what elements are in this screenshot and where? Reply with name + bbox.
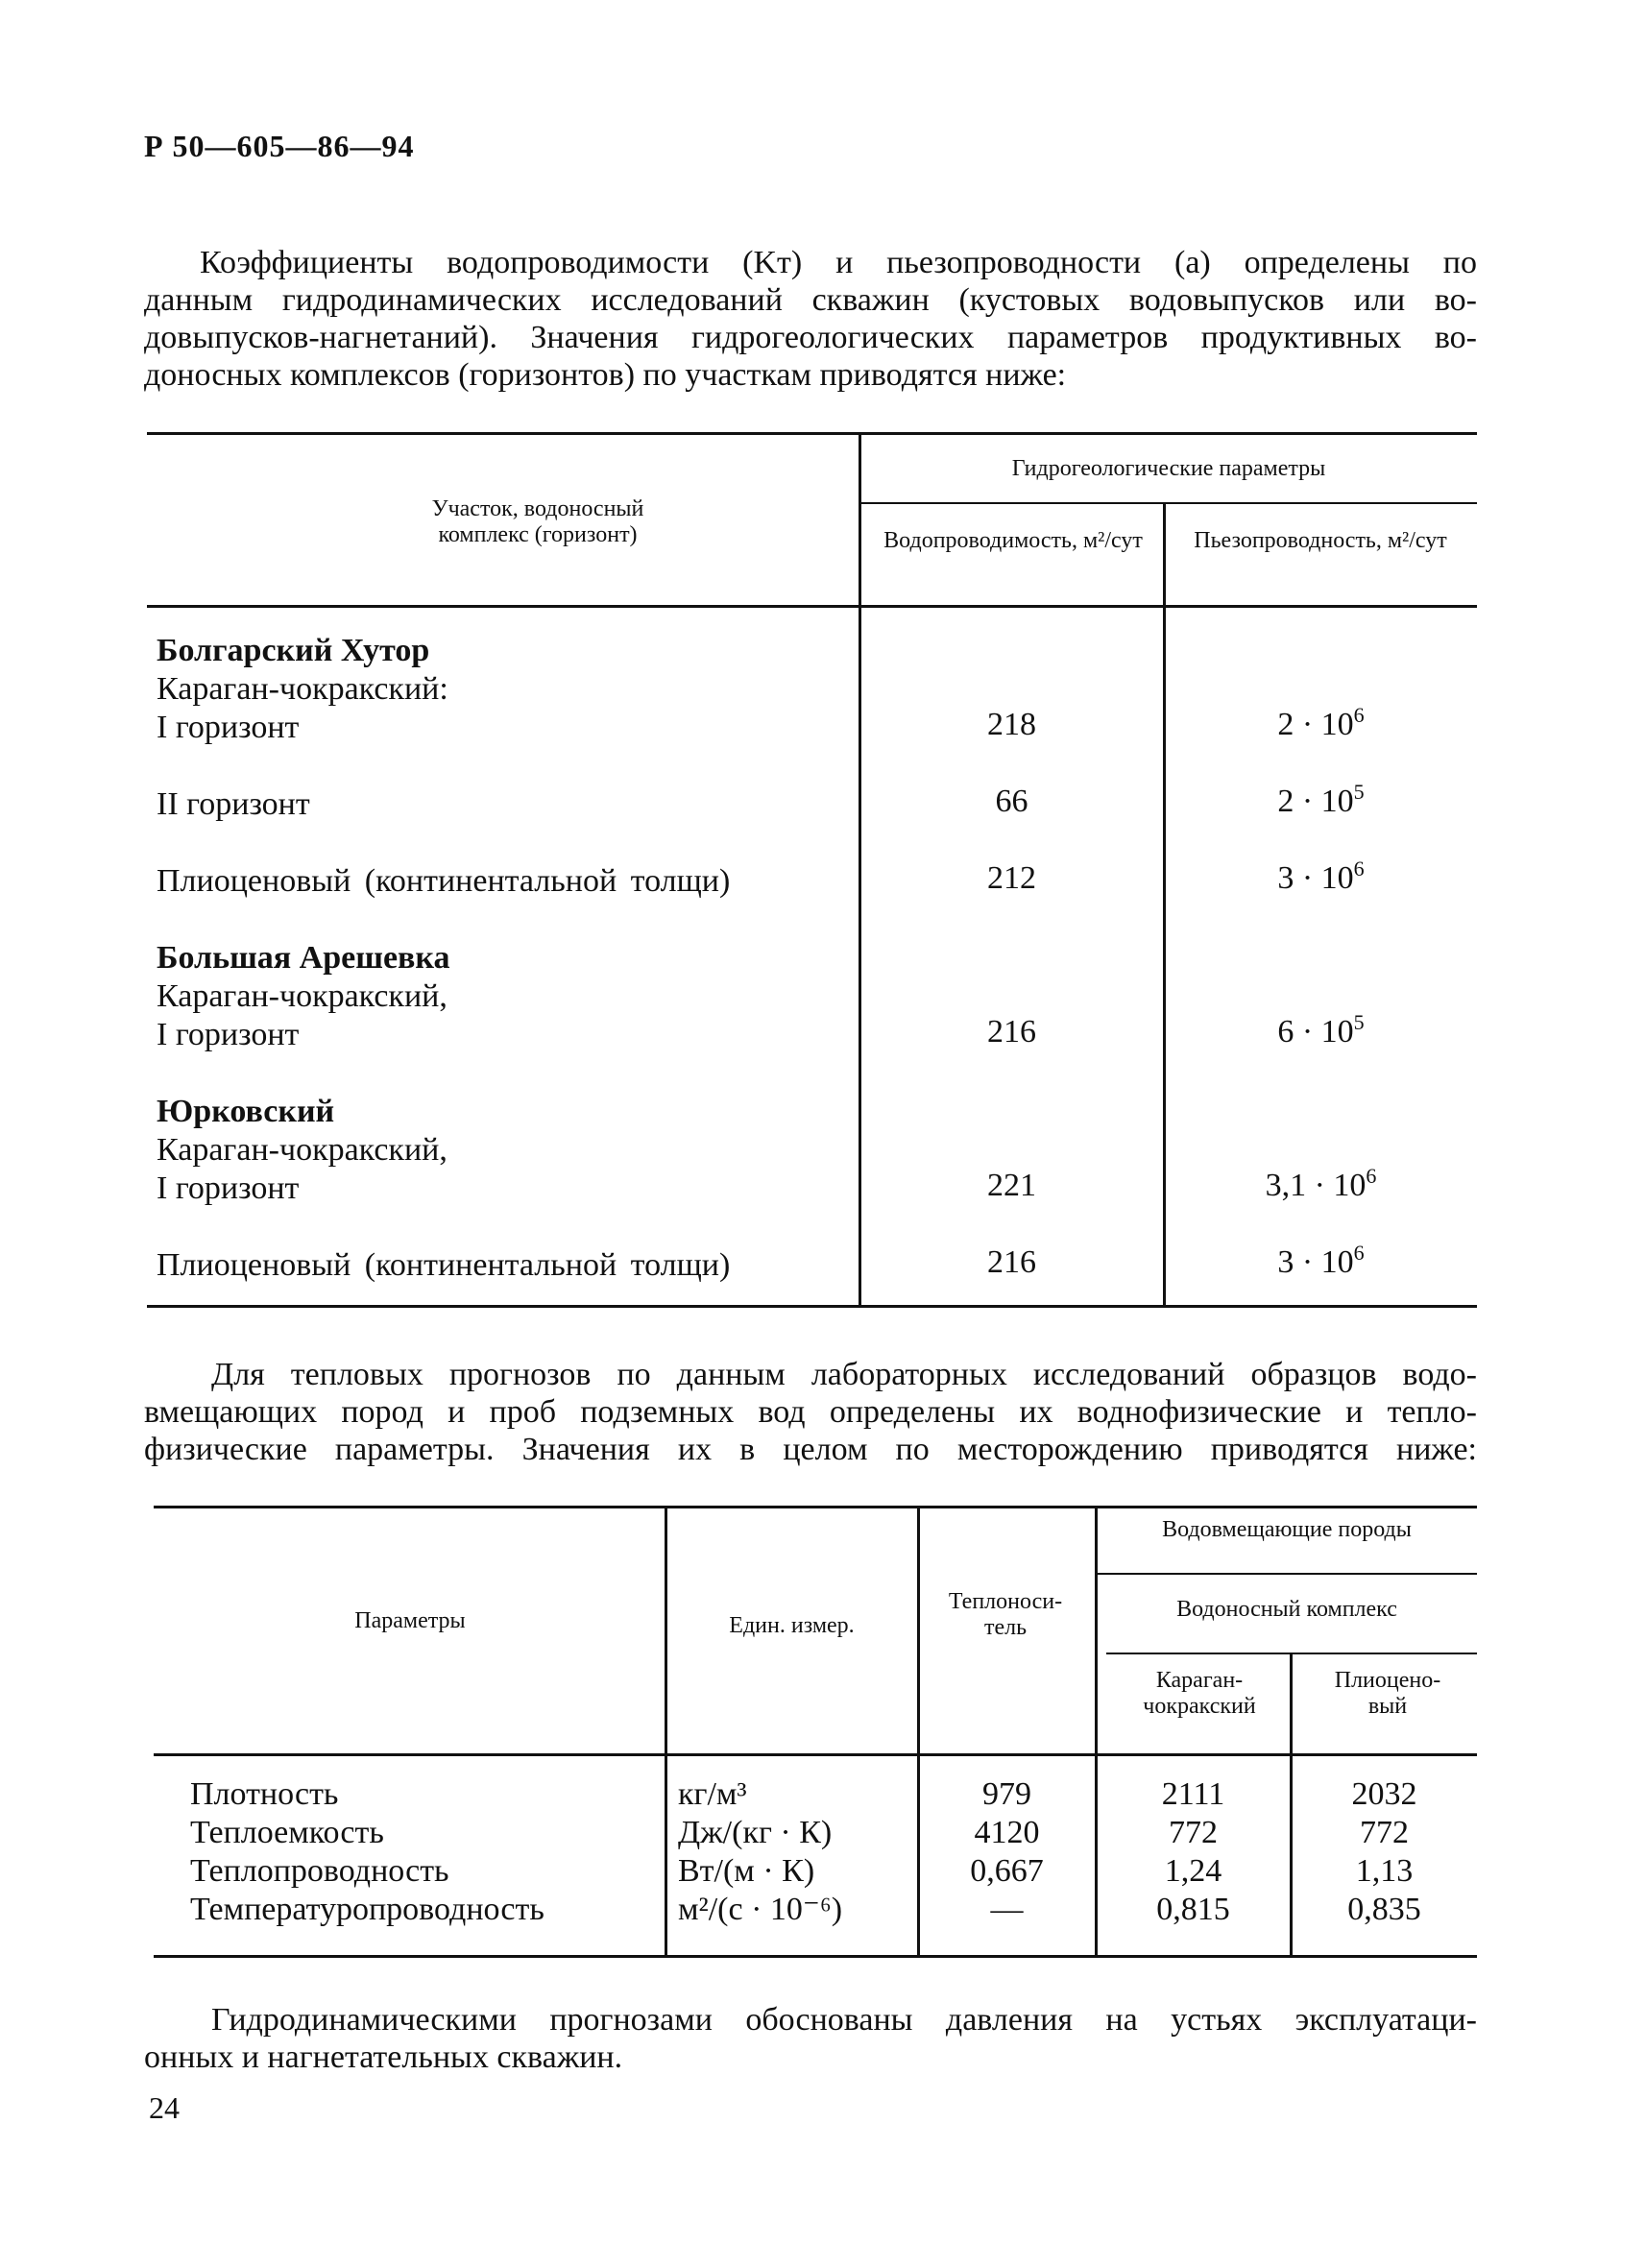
- t1-row-label: Плиоценовый (континентальной толщи): [157, 863, 731, 899]
- intro-line-2: данным гидродинамических исследований скважин (кустовых водовыпусков или во-: [144, 282, 1477, 318]
- t1-value-transmissivity: 218: [987, 707, 1036, 742]
- t1-value-transmissivity: 221: [987, 1168, 1036, 1203]
- t1-header-area: Участок, водоносный комплекс (горизонт): [431, 496, 644, 547]
- t1-value-diffusivity: $2 \cdot 10^5$: [1277, 780, 1365, 819]
- t2-karagan: 772: [1169, 1815, 1218, 1850]
- t2-header-complex: Водоносный комплекс: [1176, 1597, 1397, 1622]
- t2-header-rocks: Водовмещающие породы: [1162, 1517, 1412, 1542]
- t2-carrier: —: [990, 1892, 1024, 1927]
- t1-row-label: Плиоценовый (континентальной толщи): [157, 1247, 731, 1283]
- t2-unit: кг/м³: [678, 1776, 747, 1812]
- t2-unit: м²/(с · 10⁻⁶): [678, 1892, 843, 1927]
- final-line-1: Гидродинамическими прогнозами обоснованы давления на устьях эксплуатаци-: [211, 2002, 1477, 2038]
- t1-row-label: II горизонт: [157, 786, 310, 822]
- t2-header-plio: Плиоцено-вый: [1334, 1668, 1441, 1719]
- t1-header-col1: Водопроводимость, м²/сут: [883, 528, 1143, 553]
- t1-header-col2: Пьезопроводность, м²/сут: [1194, 528, 1447, 553]
- middle-paragraph: [144, 1356, 1477, 1468]
- final-line-2: онных и нагнетательных скважин.: [144, 2039, 623, 2075]
- t1-value-diffusivity: $2 \cdot 10^6$: [1277, 703, 1365, 742]
- t2-param: Теплоемкость: [190, 1815, 384, 1850]
- t2-carrier: 979: [982, 1776, 1031, 1812]
- t1-value-transmissivity: 66: [995, 784, 1028, 819]
- t2-header-params: Параметры: [354, 1608, 466, 1633]
- final-paragraph: [144, 2001, 1477, 2076]
- t2-carrier: 0,667: [970, 1853, 1044, 1889]
- t2-plio: 2032: [1351, 1776, 1417, 1812]
- t2-header-carrier: Теплоноси-тель: [948, 1589, 1063, 1640]
- t1-row-label: Караган-чокракский:: [157, 671, 448, 707]
- t1-row-label: I горизонт: [157, 1170, 300, 1206]
- intro-line-1: Коэффициенты водопроводимости (Kт) и пьезопроводности (a) определены по: [200, 245, 1477, 280]
- t2-param: Плотность: [190, 1776, 339, 1812]
- intro-paragraph: [144, 244, 1477, 394]
- t1-row-label: Болгарский Хутор: [157, 633, 430, 668]
- t1-row-label: Караган-чокракский,: [157, 978, 448, 1014]
- document-code: Р 50—605—86—94: [144, 129, 415, 163]
- t1-value-diffusivity: $6 \cdot 10^5$: [1277, 1010, 1365, 1050]
- t2-karagan: 1,24: [1164, 1853, 1222, 1889]
- t1-value-transmissivity: 216: [987, 1014, 1036, 1050]
- t2-param: Теплопроводность: [190, 1853, 449, 1889]
- t2-karagan: 2111: [1161, 1776, 1225, 1812]
- t2-header-unit: Един. измер.: [729, 1613, 855, 1638]
- t1-header-group: Гидрогеологические параметры: [1011, 456, 1326, 481]
- t2-plio: 772: [1360, 1815, 1409, 1850]
- page-number: 24: [149, 2090, 180, 2125]
- t1-value-diffusivity: $3,1 \cdot 10^6$: [1265, 1164, 1377, 1203]
- t1-row-label: I горизонт: [157, 1017, 300, 1052]
- middle-line-3: физические параметры. Значения их в целом по месторождению приводятся ниже:: [144, 1432, 1477, 1467]
- t2-plio: 0,835: [1347, 1892, 1421, 1927]
- middle-line-2: вмещающих пород и проб подземных вод определены их воднофизические и тепло-: [144, 1394, 1477, 1430]
- t2-unit: Вт/(м · К): [678, 1853, 815, 1889]
- t1-row-label: Юрковский: [157, 1094, 335, 1129]
- t2-unit: Дж/(кг · К): [678, 1815, 833, 1850]
- t1-value-diffusivity: $3 \cdot 10^6$: [1277, 857, 1365, 896]
- t1-value-transmissivity: 212: [987, 860, 1036, 896]
- t1-row-label: Караган-чокракский,: [157, 1132, 448, 1168]
- t1-row-label: Большая Арешевка: [157, 940, 450, 976]
- t2-karagan: 0,815: [1156, 1892, 1230, 1927]
- t1-value-transmissivity: 216: [987, 1244, 1036, 1280]
- middle-line-1: Для тепловых прогнозов по данным лабораторных исследований образцов водо-: [211, 1357, 1477, 1392]
- intro-line-4: доносных комплексов (горизонтов) по участкам приводятся ниже:: [144, 357, 1067, 393]
- t2-plio: 1,13: [1355, 1853, 1414, 1889]
- t1-value-diffusivity: $3 \cdot 10^6$: [1277, 1241, 1365, 1280]
- t2-header-karagan: Караган-чокракский: [1143, 1668, 1256, 1719]
- t1-row-label: I горизонт: [157, 710, 300, 745]
- t2-param: Температуропроводность: [190, 1892, 544, 1927]
- t2-carrier: 4120: [974, 1815, 1040, 1850]
- intro-line-3: довыпусков-нагнетаний). Значения гидрогеологических параметров продуктивных во-: [144, 320, 1477, 355]
